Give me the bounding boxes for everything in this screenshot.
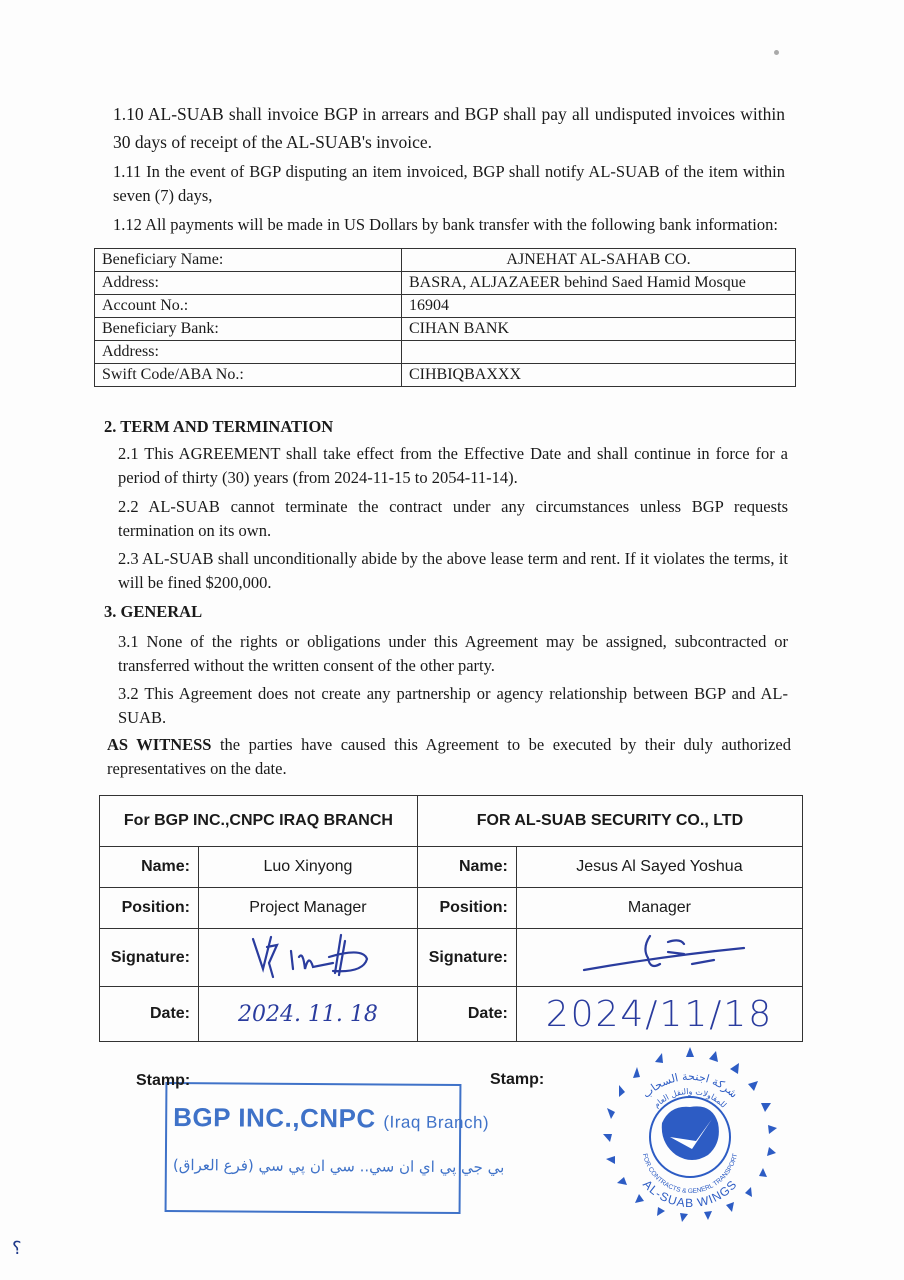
bgp-name: Luo Xinyong	[199, 847, 418, 888]
clause-1-11: 1.11 In the event of BGP disputing an item invoiced, BGP shall notify AL-SUAB of the item within seven (7) days,	[113, 162, 785, 205]
margin-handwritten-mark: ؟	[12, 1238, 22, 1258]
clause-3-2: 3.2 This Agreement does not create any partnership or agency relationship between BGP and AL-SUAB.	[118, 684, 788, 727]
alsuab-name: Jesus Al Sayed Yoshua	[516, 847, 802, 888]
date-label: Date:	[100, 987, 199, 1042]
table-row	[95, 364, 796, 387]
bgp-stamp-branch: (Iraq Branch)	[383, 1112, 490, 1133]
position-label: Position:	[100, 888, 199, 929]
name-label: Name:	[417, 847, 516, 888]
bgp-stamp-title	[173, 1102, 489, 1135]
bank-value: BASRA, ALJAZAEER behind Saed Hamid Mosque	[402, 272, 796, 295]
clause-2-2: 2.2 AL-SUAB cannot terminate the contract under any circumstances unless BGP requests termination on its own.	[118, 497, 788, 540]
svg-text:شركة اجنحة السحاب: شركة اجنحة السحاب	[639, 1069, 741, 1101]
bank-label: Swift Code/ABA No.:	[95, 364, 402, 387]
table-row	[95, 341, 796, 364]
table-row	[100, 987, 803, 1042]
bank-label: Address:	[95, 272, 402, 295]
scan-speck	[774, 50, 779, 55]
section-2-heading: 2. TERM AND TERMINATION	[104, 417, 334, 436]
witness-text: the parties have caused this Agreement to be executed by their duly authorized representatives on the date.	[107, 735, 791, 778]
table-row	[100, 929, 803, 987]
bgp-party-header: For BGP INC.,CNPC IRAQ BRANCH	[100, 796, 418, 847]
clause-1-10: 1.10 AL-SUAB shall invoice BGP in arrears and BGP shall pay all undisputed invoices within 30 days of receipt of the AL-SUAB's invoice.	[113, 104, 785, 152]
clause-2-1: 2.1 This AGREEMENT shall take effect from the Effective Date and shall continue in force for a period of thirty (30) years (from 2024-11-15 to 2054-11-14).	[118, 444, 788, 487]
svg-text:AL-SUAB WINGS: AL-SUAB WINGS	[640, 1177, 740, 1211]
bgp-position: Project Manager	[199, 888, 418, 929]
handwritten-signature-icon	[233, 929, 383, 981]
table-row	[95, 272, 796, 295]
date-label: Date:	[417, 987, 516, 1042]
table-row	[95, 318, 796, 341]
section-3-heading: 3. GENERAL	[104, 602, 203, 621]
table-row	[100, 888, 803, 929]
name-label: Name:	[100, 847, 199, 888]
alsuab-party-header: FOR AL-SUAB SECURITY CO., LTD	[417, 796, 802, 847]
bank-value: 16904	[402, 295, 796, 318]
bank-label: Address:	[95, 341, 402, 364]
bgp-company-stamp	[165, 1082, 505, 1214]
alsuab-signature	[516, 929, 802, 987]
table-row	[100, 847, 803, 888]
alsuab-date: 2024/11/18	[516, 987, 802, 1042]
bgp-stamp-arabic: بي جي پي اي ان سي.. سي ان پي سي (فرع العراق)	[172, 1156, 505, 1177]
bank-label: Beneficiary Bank:	[95, 318, 402, 341]
bank-value: CIHAN BANK	[402, 318, 796, 341]
clause-2-3: 2.3 AL-SUAB shall unconditionally abide by the above lease term and rent. If it violates the terms, it will be fined $200,000.	[118, 549, 788, 592]
position-label: Position:	[417, 888, 516, 929]
svg-text:للمقاولات والنقل العام: للمقاولات والنقل العام	[651, 1086, 729, 1110]
alsuab-seal-icon	[600, 1045, 780, 1225]
bank-info-table	[94, 248, 796, 387]
alsuab-position: Manager	[516, 888, 802, 929]
stamp-label-right: Stamp:	[490, 1071, 545, 1088]
bank-value: AJNEHAT AL-SAHAB CO.	[402, 249, 796, 272]
signature-label: Signature:	[100, 929, 199, 987]
bank-label: Account No.:	[95, 295, 402, 318]
clause-3-1: 3.1 None of the rights or obligations under this Agreement may be assigned, subcontracted or transferred without the written consent of the other party.	[118, 632, 788, 675]
handwritten-signature-icon	[564, 930, 754, 980]
table-row	[95, 295, 796, 318]
table-row	[100, 796, 803, 847]
bgp-stamp-name: BGP INC.,CNPC	[173, 1102, 376, 1134]
signature-table	[99, 795, 803, 1042]
bank-label: Beneficiary Name:	[95, 249, 402, 272]
clause-1-12: 1.12 All payments will be made in US Dollars by bank transfer with the following bank information:	[113, 215, 778, 234]
svg-text:FOR CONTRACTS & GENERL TRANSPO: FOR CONTRACTS & GENERL TRANSPORT	[640, 1152, 740, 1196]
bgp-signature	[199, 929, 418, 987]
bgp-date: 2024. 11. 18	[199, 987, 418, 1042]
signature-label: Signature:	[417, 929, 516, 987]
bank-value: CIHBIQBAXXX	[402, 364, 796, 387]
stamp-label-left: Stamp:	[136, 1072, 191, 1089]
witness-bold: AS WITNESS	[107, 735, 212, 754]
bank-value	[402, 341, 796, 364]
table-row	[95, 249, 796, 272]
witness-statement	[107, 733, 791, 781]
